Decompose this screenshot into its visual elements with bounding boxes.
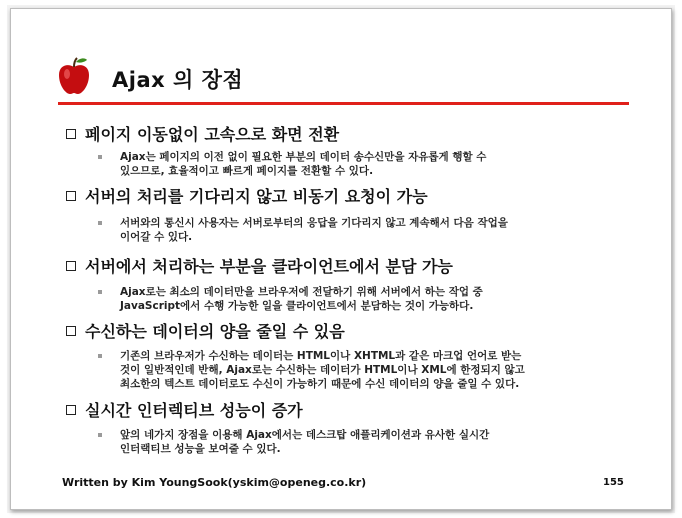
bullet-icon (98, 433, 102, 437)
checkbox-bullet-icon (66, 405, 76, 415)
section-heading: 수신하는 데이터의 양을 줄일 수 있음 (66, 319, 345, 342)
bullet-icon (98, 221, 102, 225)
checkbox-bullet-icon (66, 326, 76, 336)
bullet-icon (98, 290, 102, 294)
section-detail: 서버와의 통신시 사용자는 서버로부터의 응답을 기다리지 않고 계속해서 다음 작업을 이어갈 수 있다. (98, 216, 508, 244)
section-heading: 페이지 이동없이 고속으로 화면 전환 (66, 122, 339, 145)
apple-icon (56, 56, 92, 96)
section-heading: 서버에서 처리하는 부분을 클라이언트에서 분담 가능 (66, 254, 453, 277)
section-detail: Ajax는 페이지의 이전 없이 필요한 부분의 데이터 송수신만을 자유롭게 행할 수 있으므로, 효율적이고 빠르게 페이지를 전환할 수 있다. (98, 150, 486, 178)
author-footer: Written by Kim YoungSook(yskim@openeg.co.kr) (62, 476, 367, 489)
checkbox-bullet-icon (66, 261, 76, 271)
section-detail: Ajax로는 최소의 데이터만을 브라우저에 전달하기 위해 서버에서 하는 작업 중 JavaScript에서 수행 가능한 일을 클라이언트에서 분담하는 것이 가능하다. (98, 285, 483, 313)
bullet-icon (98, 155, 102, 159)
section-detail: 앞의 네가지 장점을 이용해 Ajax에서는 데스크탑 애플리케이션과 유사한 실시간 인터랙티브 성능을 보여줄 수 있다. (98, 428, 489, 456)
title-underline (58, 102, 629, 105)
checkbox-bullet-icon (66, 191, 76, 201)
bullet-icon (98, 354, 102, 358)
page-number: 155 (603, 477, 624, 488)
section-heading: 실시간 인터렉티브 성능이 증가 (66, 398, 303, 421)
slide-title: Ajax 의 장점 (112, 68, 244, 92)
checkbox-bullet-icon (66, 129, 76, 139)
section-detail: 기존의 브라우저가 수신하는 데이터는 HTML이나 XHTML과 같은 마크업 언어로 받는 것이 일반적인데 반해, Ajax로는 수신하는 데이터가 HTML이나 XML에 한정되지 않고 최소한의 텍스트 데이터로도 수신이 가능하기 때문에 수신 데이터의 양을 줄일 수 있다. (98, 349, 525, 391)
section-heading: 서버의 처리를 기다리지 않고 비동기 요청이 가능 (66, 184, 428, 207)
